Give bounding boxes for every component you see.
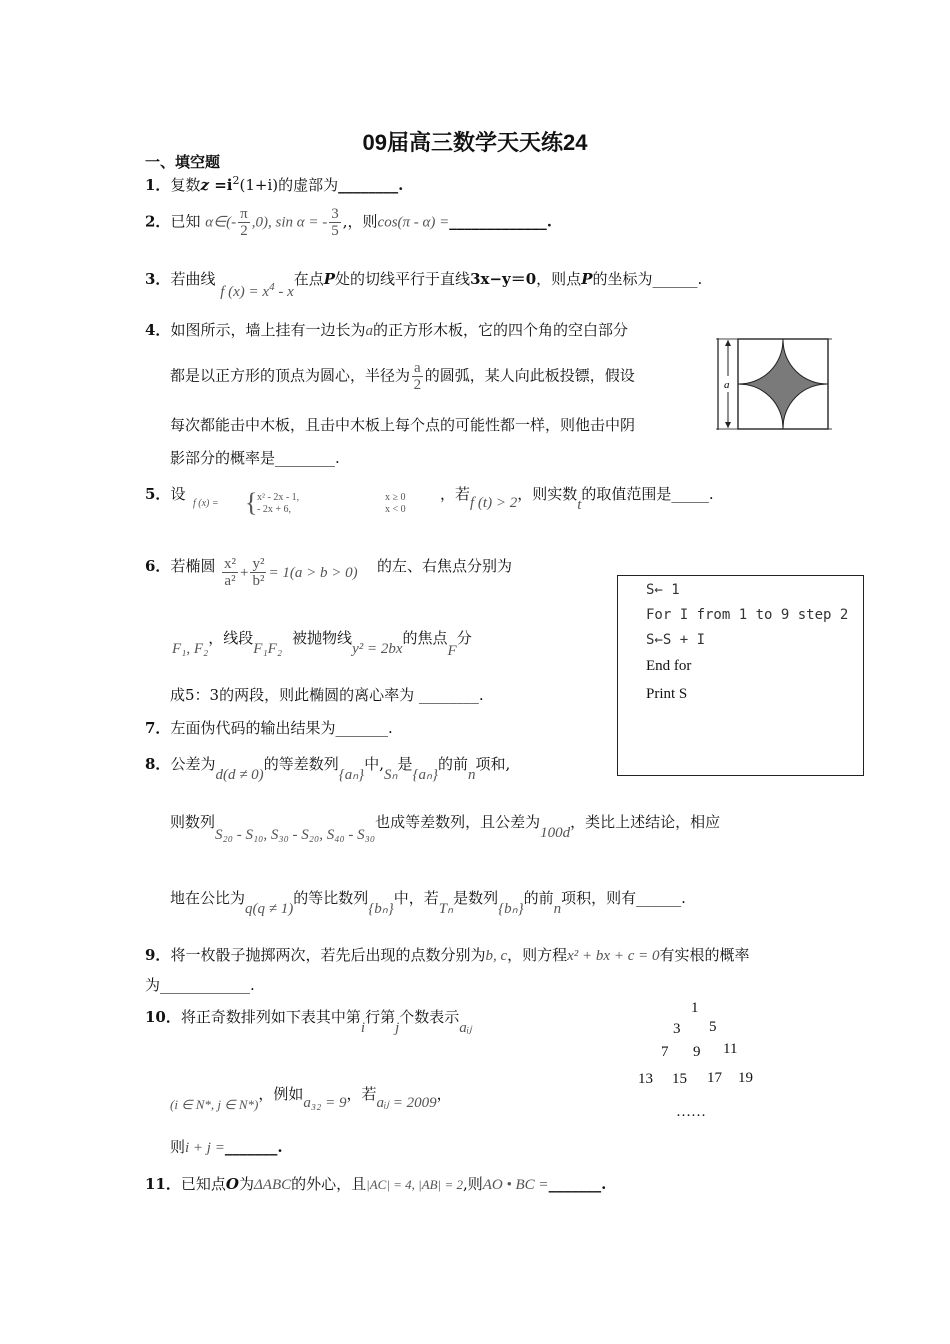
- code-line: Print S: [646, 686, 688, 702]
- triangle-number: 17: [707, 1070, 722, 1086]
- triangle-number: 11: [723, 1041, 738, 1057]
- triangle-ellipsis: ……: [676, 1104, 706, 1120]
- question-10-line-1: 10．将正奇数排列如下表其中第i行第j个数表示aᵢⱼ: [145, 1008, 472, 1036]
- question-4-line-3: 每次都能击中木板，且击中木板上每个点的可能性都一样，则他击中阴: [170, 416, 636, 434]
- code-line: S← 1: [646, 582, 680, 598]
- triangle-number: 19: [738, 1070, 753, 1086]
- question-5-rest: ，若f (t) > 2，则实数t的取值范围是_____.: [440, 485, 714, 513]
- question-2: 2．已知 α∈(- $\frac{\pi}{2}$ ,0), sin α = - $\frac{3}{5}$ ,，则cos(π - α) =_____________.: [145, 206, 553, 239]
- triangle-number: 3: [673, 1021, 681, 1037]
- question-1: 1．复数$z =i^2(1+i)$的虚部为________.: [145, 174, 404, 194]
- question-4-line-4: 影部分的概率是________.: [170, 449, 340, 467]
- triangle-number: 9: [693, 1044, 701, 1060]
- triangle-number: 13: [638, 1071, 653, 1087]
- ellipse-equation: $\frac{\text{x²}}{\text{a²}}$ + $\frac{\text{y²}}{\text{b²}}$ = 1(a > b > 0): [224, 556, 358, 589]
- triangle-number: 5: [709, 1019, 717, 1035]
- code-line: For I from 1 to 9 step 2: [646, 607, 849, 623]
- triangle-number: 1: [691, 1000, 699, 1016]
- question-8-line-3: 地在公比为q(q ≠ 1)的等比数列{bₙ}中，若Tₙ是数列{bₙ}的前n项积，则有______.: [170, 889, 686, 917]
- triangle-number: 15: [672, 1071, 687, 1087]
- triangle-number: 7: [661, 1044, 669, 1060]
- code-line: S←S + I: [646, 632, 706, 648]
- question-number: 1．: [145, 176, 171, 194]
- question-8-line-1: 8．公差为d(d ≠ 0)的等差数列{aₙ}中,Sₙ是{aₙ}的前n项和,: [145, 755, 511, 783]
- question-10-line-2: (i ∈ N*, j ∈ N*)，例如a₃₂ = 9，若aᵢⱼ = 2009，: [170, 1085, 452, 1112]
- question-4-line-1: 4．如图所示，墙上挂有一边长为a的正方形木板，它的四个角的空白部分: [145, 321, 628, 339]
- question-10-line-3: 则i + j =_______.: [170, 1138, 283, 1156]
- question-6-line-1-end: 的左、右焦点分别为: [377, 557, 513, 575]
- fraction: $\frac{\pi}{2}$: [240, 206, 248, 239]
- page-title: 09届高三数学天天练24: [362, 130, 588, 155]
- figure-label-a: a: [724, 379, 730, 391]
- astroid-board-figure: [716, 338, 832, 430]
- question-3: 3．若曲线 f $(x) = x^4 - x$在点P处的切线平行于直线3x−y＝0，则点P的坐标为______.: [145, 270, 703, 300]
- question-6-line-2: F₁, F₂，线段F₁F₂被抛物线y² = 2bx的焦点F分: [172, 629, 472, 659]
- question-9-line-2: 为____________.: [145, 976, 255, 994]
- fraction: $\frac{3}{5}$: [331, 206, 339, 239]
- question-6-line-1: 6．若椭圆: [145, 557, 216, 575]
- question-7: 7．左面伪代码的输出结果为_______.: [145, 719, 393, 737]
- question-5: 5．设: [145, 485, 186, 503]
- question-6-line-3: 成5：3的两段，则此椭圆的离心率为 ________.: [170, 686, 484, 704]
- question-8-line-2: 则数列S₂₀ - S₁₀, S₃₀ - S₂₀, S₄₀ - S₃₀也成等差数列，且公差为100d，类比上述结论，相应: [170, 813, 721, 843]
- question-11: 11．已知点O为ΔABC的外心，且|AC| = 4, |AB| = 2,则AO • BC =_______.: [145, 1175, 607, 1193]
- pseudocode-box: [617, 575, 864, 776]
- section-heading: 一、填空题: [145, 153, 221, 171]
- question-4-line-2: 都是以正方形的顶点为圆心，半径为 $\frac{a}{2}$ 的圆弧，某人向此板投镖，假设: [170, 360, 635, 393]
- question-9-line-1: 9．将一枚骰子抛掷两次，若先后出现的点数分别为b, c，则方程x² + bx + c = 0有实根的概率: [145, 946, 750, 964]
- code-line: End for: [646, 658, 692, 674]
